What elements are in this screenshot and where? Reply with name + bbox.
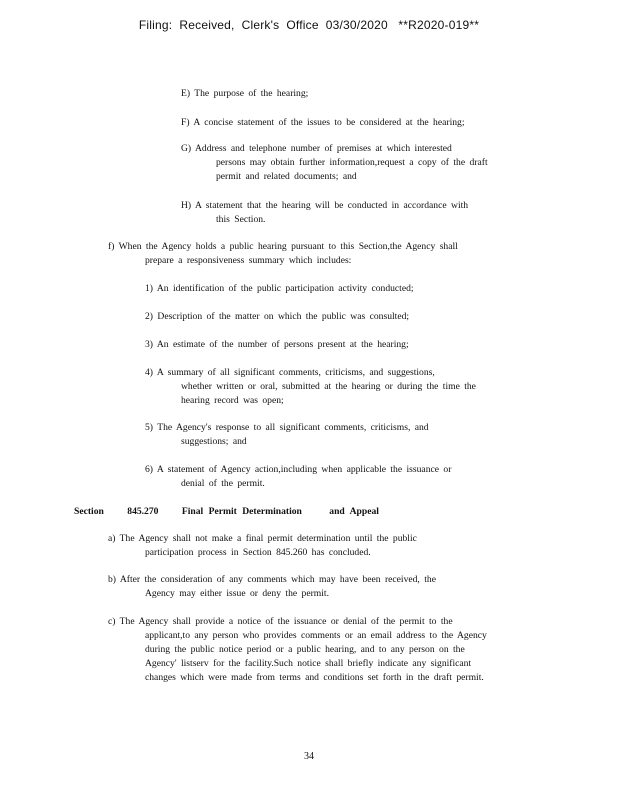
filing-header: Filing: Received, Clerk's Office 03/30/2020 **R2020-019** <box>138 18 480 32</box>
paragraph-f-line-2: prepare a responsiveness summary which includes: <box>145 255 352 266</box>
section-title: Final Permit Determination <box>181 506 302 517</box>
item-4-line-3: hearing record was open; <box>181 395 284 406</box>
section-label: Section <box>74 506 104 517</box>
paragraph-a-line-1: a) The Agency shall not make a final permit determination until the public <box>108 533 417 544</box>
paragraph-f-line-1: f) When the Agency holds a public hearing pursuant to this Section,the Agency shall <box>108 241 458 252</box>
paragraph-c-line-3: during the public notice period or a public hearing, and to any person on the <box>145 644 465 655</box>
item-5-line-2: suggestions; and <box>181 436 247 447</box>
paragraph-c-line-4: Agency' listserv for the facility.Such notice shall briefly indicate any significant <box>145 658 472 669</box>
paragraph-b-line-1: b) After the consideration of any comments which may have been received, the <box>108 574 436 585</box>
paragraph-c-line-5: changes which were made from terms and conditions set forth in the draft permit. <box>145 672 484 683</box>
item-4-line-2: whether written or oral, submitted at the hearing or during the time the <box>181 381 476 392</box>
item-g-line-2: persons may obtain further information,request a copy of the draft <box>216 157 488 168</box>
item-2: 2) Description of the matter on which the public was consulted; <box>145 311 410 322</box>
item-e: E) The purpose of the hearing; <box>181 88 309 99</box>
paragraph-a-line-2: participation process in Section 845.260 has concluded. <box>145 547 371 558</box>
item-h-line-2: this Section. <box>216 214 266 225</box>
item-h-line-1: H) A statement that the hearing will be conducted in accordance with <box>181 200 469 211</box>
paragraph-c-line-1: c) The Agency shall provide a notice of the issuance or denial of the permit to the <box>108 616 453 627</box>
item-5-line-1: 5) The Agency's response to all significant comments, criticisms, and <box>145 422 429 433</box>
page-number: 34 <box>304 751 314 762</box>
item-6-line-1: 6) A statement of Agency action,including when applicable the issuance or <box>145 464 452 475</box>
item-1: 1) An identification of the public participation activity conducted; <box>145 283 414 294</box>
section-number: 845.270 <box>127 506 159 517</box>
item-f: F) A concise statement of the issues to be considered at the hearing; <box>181 117 465 128</box>
item-6-line-2: denial of the permit. <box>181 478 265 489</box>
item-4-line-1: 4) A summary of all significant comments, criticisms, and suggestions, <box>145 367 435 378</box>
section-heading <box>74 506 379 517</box>
section-title-tail: and Appeal <box>329 506 379 517</box>
paragraph-c-line-2: applicant,to any person who provides comments or an email address to the Agency <box>145 630 487 641</box>
item-g-line-3: permit and related documents; and <box>216 171 357 182</box>
paragraph-b-line-2: Agency may either issue or deny the permit. <box>145 588 329 599</box>
item-3: 3) An estimate of the number of persons present at the hearing; <box>145 339 409 350</box>
item-g-line-1: G) Address and telephone number of premises at which interested <box>181 143 452 154</box>
